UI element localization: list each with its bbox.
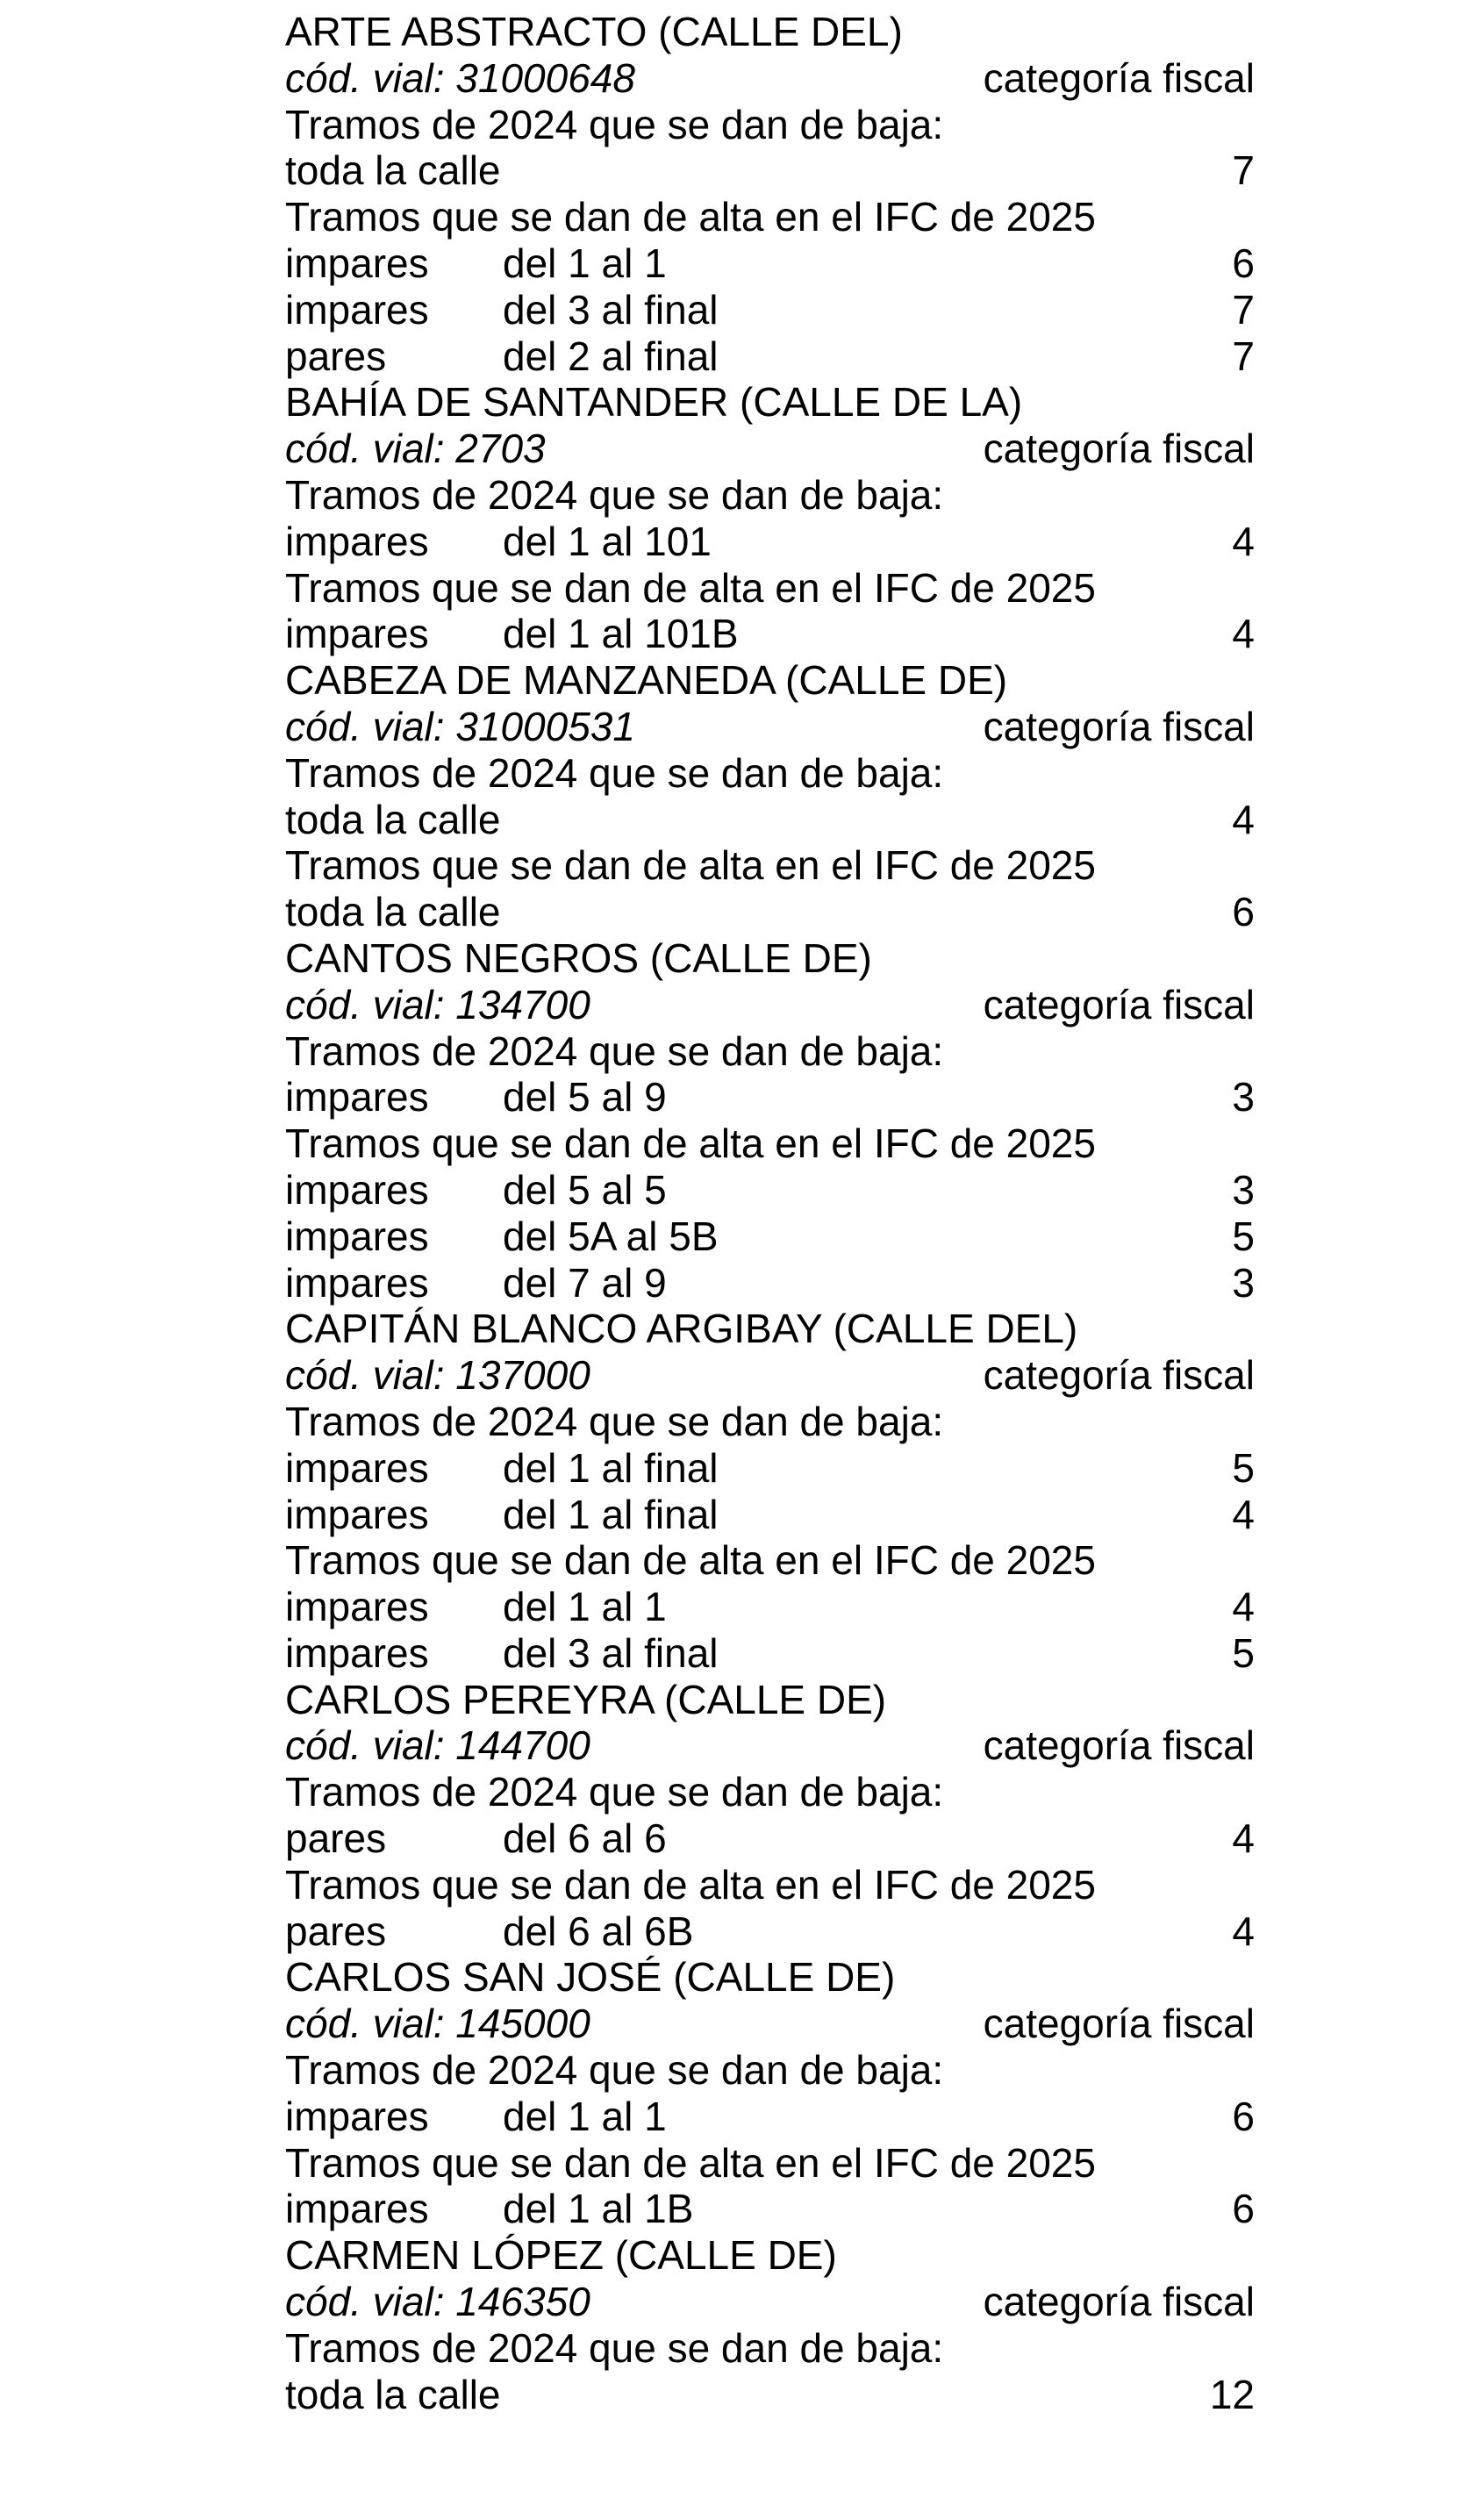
- segment-label: toda la calle: [285, 2371, 501, 2417]
- segment-row: [285, 2372, 1255, 2418]
- cod-vial: cód. vial: 31000531: [285, 703, 635, 749]
- section-heading: Tramos de 2024 que se dan de baja:: [285, 471, 944, 518]
- segment-rows: [285, 519, 1255, 565]
- segment-row: [285, 240, 1255, 287]
- section-block: [285, 1537, 1255, 1676]
- segment-row: [285, 2094, 1255, 2140]
- section-heading: Tramos que se dan de alta en el IFC de 2025: [285, 564, 1096, 611]
- segment-category: 4: [1232, 1815, 1255, 1862]
- segment-range: del 1 al 1B: [503, 2186, 694, 2232]
- section-heading: Tramos que se dan de alta en el IFC de 2025: [285, 1120, 1096, 1167]
- segment-row: [285, 1492, 1255, 1538]
- segment-label: impares: [285, 2186, 429, 2232]
- segment-label: impares: [285, 1213, 429, 1259]
- cod-vial-line: [285, 1722, 1255, 1769]
- section-block: [285, 842, 1255, 935]
- segment-row: [285, 1908, 1255, 1955]
- segment-category: 4: [1232, 796, 1255, 842]
- street-block: [285, 2232, 1255, 2417]
- street-name: CARLOS SAN JOSÉ (CALLE DE): [285, 1954, 896, 2001]
- segment-label: impares: [285, 1074, 429, 1120]
- segment-row: [285, 1584, 1255, 1630]
- segment-label: impares: [285, 286, 429, 333]
- street-block: [285, 1306, 1255, 1676]
- section-list: [285, 2047, 1255, 2232]
- segment-category: 6: [1232, 889, 1255, 935]
- segment-row: [285, 333, 1255, 380]
- segment-label: impares: [285, 2093, 429, 2139]
- street-name: CARLOS PEREYRA (CALLE DE): [285, 1676, 887, 1722]
- section-list: [285, 750, 1255, 935]
- cod-vial: cód. vial: 144700: [285, 1722, 590, 1769]
- segment-label: pares: [285, 333, 387, 379]
- segment-category: 5: [1232, 1629, 1255, 1676]
- segment-range: del 1 al 1: [503, 1584, 667, 1630]
- segment-category: 4: [1232, 1491, 1255, 1537]
- segment-rows: [285, 1815, 1255, 1862]
- segment-category: 6: [1232, 2093, 1255, 2139]
- cod-vial-line: [285, 2001, 1255, 2047]
- cod-vial-line: [285, 1352, 1255, 1399]
- cod-vial: cód. vial: 145000: [285, 2001, 590, 2047]
- cod-vial-line: [285, 704, 1255, 750]
- cod-vial: cód. vial: 31000648: [285, 54, 635, 101]
- section-heading: Tramos que se dan de alta en el IFC de 2025: [285, 194, 1096, 240]
- street-block: [285, 935, 1255, 1306]
- section-block: [285, 102, 1255, 195]
- section-block: [285, 1120, 1255, 1306]
- segment-rows: [285, 611, 1255, 657]
- segment-rows: [285, 2094, 1255, 2140]
- categoria-fiscal-label: categoría fiscal: [983, 1722, 1255, 1769]
- segment-category: 4: [1232, 1584, 1255, 1630]
- segment-rows: [285, 1584, 1255, 1677]
- segment-rows: [285, 1445, 1255, 1538]
- section-heading: Tramos de 2024 que se dan de baja:: [285, 1027, 944, 1074]
- segment-range: del 5 al 9: [503, 1074, 667, 1120]
- segment-category: 3: [1232, 1074, 1255, 1120]
- segment-category: 7: [1232, 147, 1255, 194]
- cod-vial-line: [285, 2279, 1255, 2325]
- segment-range: del 5A al 5B: [503, 1213, 719, 1259]
- segment-range: del 1 al 1: [503, 240, 667, 286]
- segment-label: impares: [285, 240, 429, 286]
- section-heading: Tramos que se dan de alta en el IFC de 2025: [285, 842, 1096, 889]
- segment-rows: [285, 1167, 1255, 1306]
- section-block: [285, 2325, 1255, 2418]
- segment-category: 6: [1232, 2186, 1255, 2232]
- section-block: [285, 2047, 1255, 2140]
- segment-category: 7: [1232, 333, 1255, 379]
- segment-label: impares: [285, 1491, 429, 1537]
- section-block: [285, 565, 1255, 658]
- section-list: [285, 472, 1255, 657]
- segment-label: impares: [285, 1444, 429, 1491]
- segment-label: impares: [285, 1166, 429, 1213]
- section-heading: Tramos que se dan de alta en el IFC de 2025: [285, 1537, 1096, 1584]
- segment-label: toda la calle: [285, 147, 501, 194]
- segment-row: [285, 147, 1255, 194]
- segment-range: del 1 al final: [503, 1444, 719, 1491]
- segment-range: del 1 al 1: [503, 2093, 667, 2139]
- street-block: [285, 379, 1255, 657]
- section-list: [285, 102, 1255, 380]
- section-heading: Tramos de 2024 que se dan de baja:: [285, 749, 944, 796]
- segment-label: impares: [285, 1629, 429, 1676]
- segment-row: [285, 1445, 1255, 1492]
- segment-label: pares: [285, 1815, 387, 1862]
- segment-category: 5: [1232, 1444, 1255, 1491]
- section-block: [285, 1862, 1255, 1955]
- segment-label: pares: [285, 1908, 387, 1954]
- segment-category: 5: [1232, 1213, 1255, 1259]
- segment-row: [285, 1213, 1255, 1260]
- segment-range: del 1 al 101B: [503, 611, 739, 657]
- cod-vial: cód. vial: 137000: [285, 1352, 590, 1399]
- section-list: [285, 1028, 1255, 1307]
- segment-label: toda la calle: [285, 796, 501, 842]
- segment-label: impares: [285, 611, 429, 657]
- cod-vial-line: [285, 55, 1255, 102]
- segment-row: [285, 1260, 1255, 1307]
- section-heading: Tramos de 2024 que se dan de baja:: [285, 1769, 944, 1815]
- street-name: CANTOS NEGROS (CALLE DE): [285, 934, 872, 981]
- segment-category: 3: [1232, 1166, 1255, 1213]
- categoria-fiscal-label: categoría fiscal: [983, 426, 1255, 472]
- categoria-fiscal-label: categoría fiscal: [983, 2001, 1255, 2047]
- segment-row: [285, 1815, 1255, 1862]
- segment-label: toda la calle: [285, 889, 501, 935]
- segment-rows: [285, 147, 1255, 194]
- segment-range: del 1 al 101: [503, 518, 712, 564]
- street-name: BAHÍA DE SANTANDER (CALLE DE LA): [285, 379, 1023, 426]
- segment-category: 4: [1232, 611, 1255, 657]
- cod-vial-line: [285, 426, 1255, 472]
- categoria-fiscal-label: categoría fiscal: [983, 2279, 1255, 2325]
- section-list: [285, 2325, 1255, 2418]
- segment-category: 12: [1209, 2371, 1255, 2417]
- segment-range: del 3 al final: [503, 1629, 719, 1676]
- segment-row: [285, 611, 1255, 657]
- segment-category: 4: [1232, 1908, 1255, 1954]
- segment-category: 7: [1232, 286, 1255, 333]
- section-list: [285, 1769, 1255, 1954]
- segment-row: [285, 2186, 1255, 2232]
- segment-label: impares: [285, 1584, 429, 1630]
- segment-rows: [285, 1908, 1255, 1955]
- segment-range: del 3 al final: [503, 286, 719, 333]
- section-heading: Tramos que se dan de alta en el IFC de 2025: [285, 1861, 1096, 1908]
- street-block: [285, 9, 1255, 379]
- section-list: [285, 1399, 1255, 1677]
- section-heading: Tramos de 2024 que se dan de baja:: [285, 2047, 944, 2094]
- segment-rows: [285, 1074, 1255, 1120]
- segment-rows: [285, 2186, 1255, 2232]
- section-block: [285, 1769, 1255, 1862]
- street-list: [285, 9, 1255, 2417]
- segment-category: 4: [1232, 518, 1255, 564]
- section-heading: Tramos de 2024 que se dan de baja:: [285, 101, 944, 147]
- cod-vial: cód. vial: 146350: [285, 2279, 590, 2325]
- cod-vial-line: [285, 982, 1255, 1028]
- segment-row: [285, 519, 1255, 565]
- segment-row: [285, 1167, 1255, 1213]
- street-name: CARMEN LÓPEZ (CALLE DE): [285, 2232, 837, 2279]
- segment-category: 6: [1232, 240, 1255, 286]
- segment-range: del 6 al 6: [503, 1815, 667, 1862]
- section-block: [285, 194, 1255, 379]
- street-name: ARTE ABSTRACTO (CALLE DEL): [285, 9, 903, 54]
- segment-row: [285, 287, 1255, 333]
- section-block: [285, 750, 1255, 843]
- section-block: [285, 472, 1255, 565]
- categoria-fiscal-label: categoría fiscal: [983, 54, 1255, 101]
- street-block: [285, 1954, 1255, 2232]
- segment-range: del 5 al 5: [503, 1166, 667, 1213]
- segment-range: del 1 al final: [503, 1491, 719, 1537]
- segment-label: impares: [285, 518, 429, 564]
- section-block: [285, 1399, 1255, 1537]
- segment-row: [285, 797, 1255, 843]
- segment-row: [285, 1074, 1255, 1120]
- segment-range: del 7 al 9: [503, 1259, 667, 1306]
- section-heading: Tramos de 2024 que se dan de baja:: [285, 2324, 944, 2371]
- segment-rows: [285, 2372, 1255, 2418]
- cod-vial: cód. vial: 134700: [285, 981, 590, 1027]
- segment-rows: [285, 889, 1255, 935]
- segment-category: 3: [1232, 1259, 1255, 1306]
- categoria-fiscal-label: categoría fiscal: [983, 981, 1255, 1027]
- street-block: [285, 1677, 1255, 1955]
- street-block: [285, 657, 1255, 935]
- street-name: CABEZA DE MANZANEDA (CALLE DE): [285, 657, 1008, 704]
- categoria-fiscal-label: categoría fiscal: [983, 1352, 1255, 1399]
- segment-rows: [285, 240, 1255, 379]
- categoria-fiscal-label: categoría fiscal: [983, 703, 1255, 749]
- segment-row: [285, 889, 1255, 935]
- segment-row: [285, 1630, 1255, 1677]
- segment-label: impares: [285, 1259, 429, 1306]
- segment-range: del 6 al 6B: [503, 1908, 694, 1954]
- section-block: [285, 2140, 1255, 2233]
- street-name: CAPITÁN BLANCO ARGIBAY (CALLE DEL): [285, 1306, 1078, 1352]
- section-heading: Tramos de 2024 que se dan de baja:: [285, 1398, 944, 1444]
- section-heading: Tramos que se dan de alta en el IFC de 2025: [285, 2139, 1096, 2186]
- cod-vial: cód. vial: 2703: [285, 426, 546, 472]
- segment-rows: [285, 797, 1255, 843]
- segment-range: del 2 al final: [503, 333, 719, 379]
- section-block: [285, 1028, 1255, 1121]
